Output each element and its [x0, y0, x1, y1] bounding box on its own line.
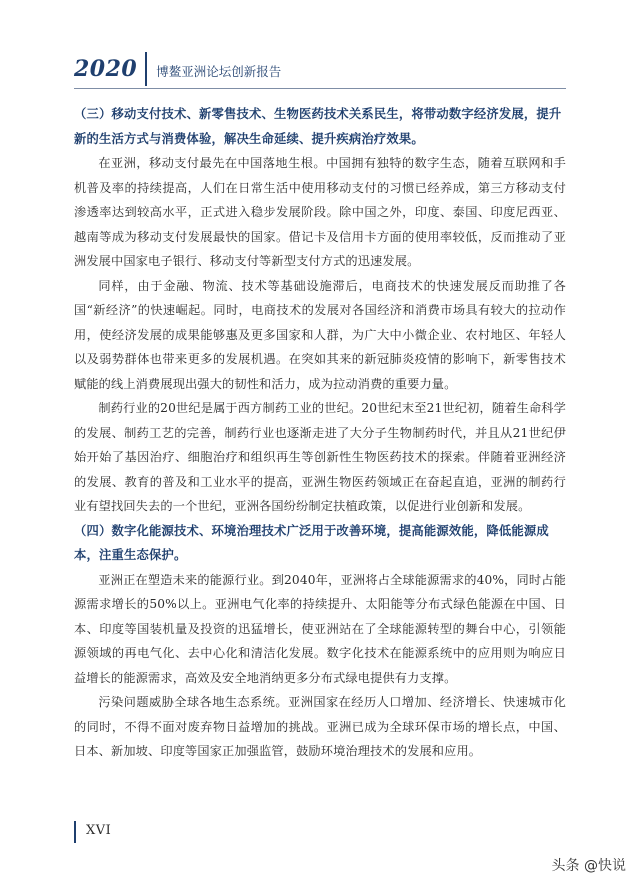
header-divider: [145, 52, 147, 86]
paragraph-ecommerce: 同样，由于金融、物流、技术等基础设施滞后，电商技术的快速发展反而助推了各国“新经济”的快速崛起。同时，电商技术的发展对各国经济和消费市场具有较大的拉动作用，使经济发展的成果能够惠及更多国家和人群，为广大中小微企业、农村地区、年轻人以及弱势群体也带来更多的发展机遇。在突如其来的新冠肺炎疫情的影响下，新零售技术赋能的线上消费展现出强大的韧性和活力，成为拉动消费的重要力量。: [74, 278, 566, 391]
header-rule: [74, 88, 566, 89]
section-heading-4: （四）数字化能源技术、环境治理技术广泛用于改善环境，提高能源效能，降低能源成本，注重生态保护。: [74, 523, 549, 562]
report-year: 2020: [74, 56, 138, 82]
paragraph-mobile-payment: 在亚洲，移动支付最先在中国落地生根。中国拥有独特的数字生态，随着互联网和手机普及率的持续提高，人们在日常生活中使用移动支付的习惯已经养成，第三方移动支付渗透率达到较高水平，正式进入稳步发展阶段。除中国之外，印度、泰国、印度尼西亚、越南等成为移动支付发展最快的国家。借记卡及信用卡方面的使用率较低，反而推动了亚洲发展中国家电子银行、移动支付等新型支付方式的迅速发展。: [74, 156, 566, 268]
paragraph-pollution: 污染问题威胁全球各地生态系统。亚洲国家在经历人口增加、经济增长、快速城市化的同时，不得不面对废弃物日益增加的挑战。亚洲已成为全球环保市场的增长点，中国、日本、新加坡、印度等国家正加强监管，鼓励环境治理技术的发展和应用。: [74, 695, 566, 758]
section-heading-3: （三）移动支付技术、新零售技术、生物医药技术关系民生，将带动数字经济发展，提升新的生活方式与消费体验，解决生命延续、提升疾病治疗效果。: [74, 107, 562, 146]
watermark: 头条 @快说: [551, 858, 626, 874]
page-body: [74, 102, 566, 764]
report-title: 博鳌亚洲论坛创新报告: [156, 64, 282, 79]
page-number: XVI: [86, 823, 112, 838]
running-header: [74, 50, 281, 88]
paragraph-pharma: 制药行业的20世纪是属于西方制药工业的世纪。20世纪末至21世纪初，随着生命科学的发展、制药工艺的完善，制药行业也逐渐走进了大分子生物制药时代，并且从21世纪伊始开始了基因治疗、细胞治疗和组织再生等创新性生物医药技术的探索。伴随着亚洲经济的发展、教育的普及和工业水平的提高，亚洲生物医药领域正在奋起直追，亚洲的制药行业有望找回失去的一个世纪，亚洲各国纷纷制定扶植政策，以促进行业创新和发展。: [74, 401, 566, 513]
footer-divider: [74, 821, 76, 843]
paragraph-energy: 亚洲正在塑造未来的能源行业。到2040年，亚洲将占全球能源需求的40%，同时占能源需求增长的50%以上。亚洲电气化率的持续提升、太阳能等分布式绿色能源在中国、日本、印度等国装机量及投资的迅猛增长，使亚洲站在了全球能源转型的舞台中心，引领能源领域的再电气化、去中心化和清洁化发展。数字化技术在能源系统中的应用则为响应日益增长的能源需求，高效及安全地消纳更多分布式绿电提供有力支撑。: [74, 572, 566, 685]
